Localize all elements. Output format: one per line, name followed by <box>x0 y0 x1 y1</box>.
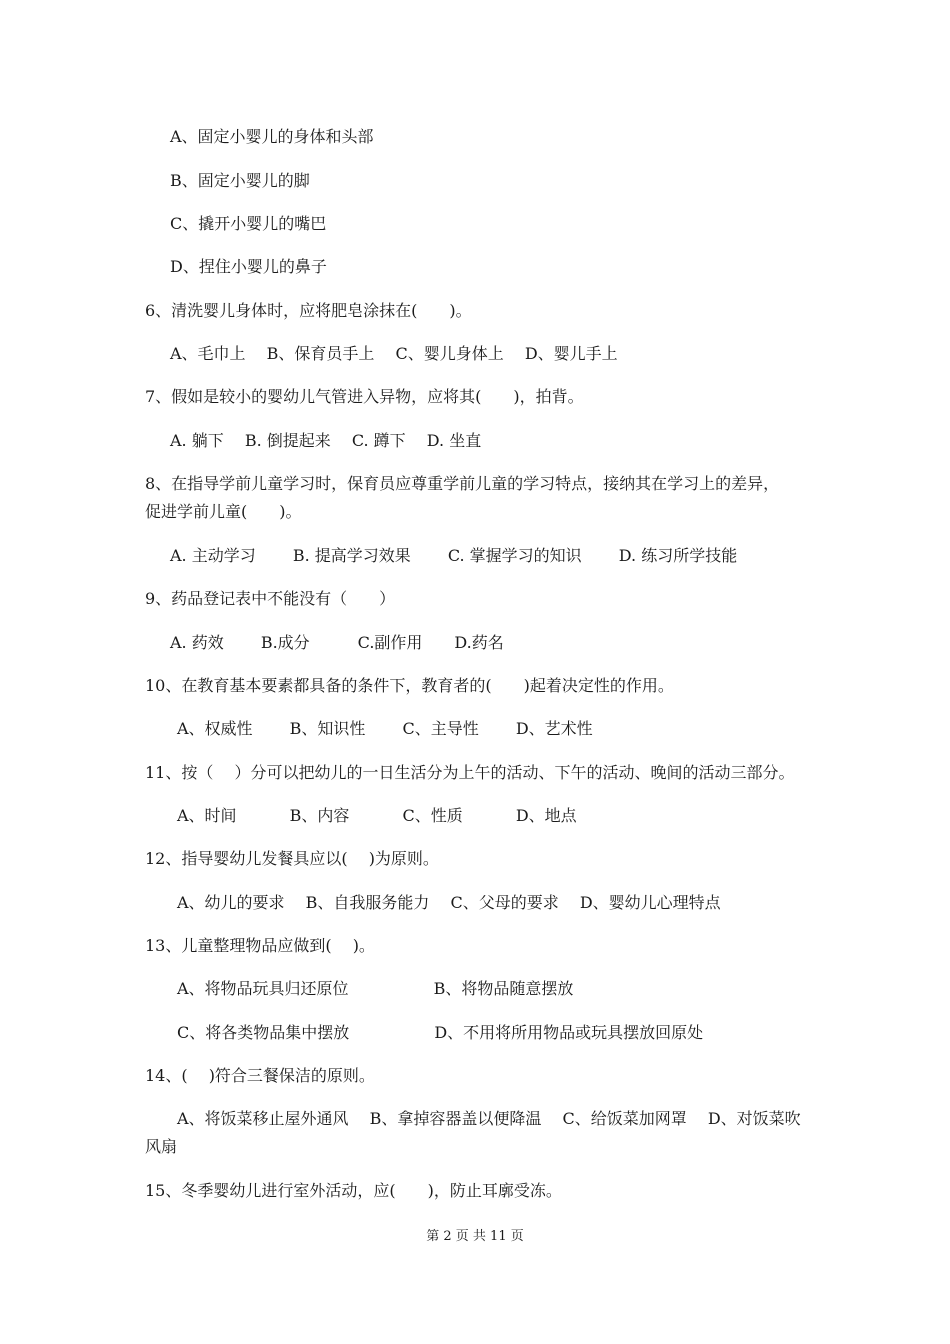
q5-option-d: D、捏住小婴儿的鼻子 <box>170 257 327 276</box>
q5-option-a: A、固定小婴儿的身体和头部 <box>170 127 374 146</box>
page-footer: 第 2 页 共 11 页 <box>426 1229 524 1244</box>
question-7: 7、假如是较小的婴幼儿气管进入异物，应将其( )，拍背。 <box>145 387 584 406</box>
question-10: 10、在教育基本要素都具备的条件下，教育者的( )起着决定性的作用。 <box>145 676 674 695</box>
question-8-options: A. 主动学习 B. 提高学习效果 C. 掌握学习的知识 D. 练习所学技能 <box>170 546 738 565</box>
question-8: 8、在指导学前儿童学习时，保育员应尊重学前儿童的学习特点，接纳其在学习上的差异， <box>145 474 780 493</box>
question-6: 6、清洗婴儿身体时，应将肥皂涂抹在( )。 <box>145 301 472 320</box>
q5-option-b: B、固定小婴儿的脚 <box>170 171 310 190</box>
question-8-continued: 促进学前儿童( )。 <box>145 502 302 521</box>
question-13-options-ab: A、将物品玩具归还原位 B、将物品随意摆放 <box>177 979 574 998</box>
question-12: 12、指导婴幼儿发餐具应以( )为原则。 <box>145 849 439 868</box>
q5-option-c: C、撬开小婴儿的嘴巴 <box>170 214 327 233</box>
question-11-options: A、时间 B、内容 C、性质 D、地点 <box>177 806 577 825</box>
question-7-options: A. 躺下 B. 倒提起来 C. 蹲下 D. 坐直 <box>170 431 482 450</box>
question-15: 15、冬季婴幼儿进行室外活动，应( )，防止耳廓受冻。 <box>145 1181 562 1200</box>
question-9: 9、药品登记表中不能没有（ ） <box>145 589 396 608</box>
question-11: 11、按（ ）分可以把幼儿的一日生活分为上午的活动、下午的活动、晚间的活动三部分。 <box>145 763 795 782</box>
question-12-options: A、幼儿的要求 B、自我服务能力 C、父母的要求 D、婴幼儿心理特点 <box>177 893 721 912</box>
question-10-options: A、权威性 B、知识性 C、主导性 D、艺术性 <box>177 719 593 738</box>
question-13-options-cd: C、将各类物品集中摆放 D、不用将所用物品或玩具摆放回原处 <box>177 1023 704 1042</box>
question-9-options: A. 药效 B.成分 C.副作用 D.药名 <box>170 633 504 652</box>
question-14-options: A、将饭菜移止屋外通风 B、拿掉容器盖以便降温 C、给饭菜加网罩 D、对饭菜吹 <box>177 1109 801 1128</box>
question-6-options: A、毛巾上 B、保育员手上 C、婴儿身体上 D、婴儿手上 <box>170 344 618 363</box>
question-14: 14、( )符合三餐保洁的原则。 <box>145 1066 375 1085</box>
question-13: 13、儿童整理物品应做到( )。 <box>145 936 375 955</box>
question-14-options-wrap: 风扇 <box>145 1137 178 1156</box>
